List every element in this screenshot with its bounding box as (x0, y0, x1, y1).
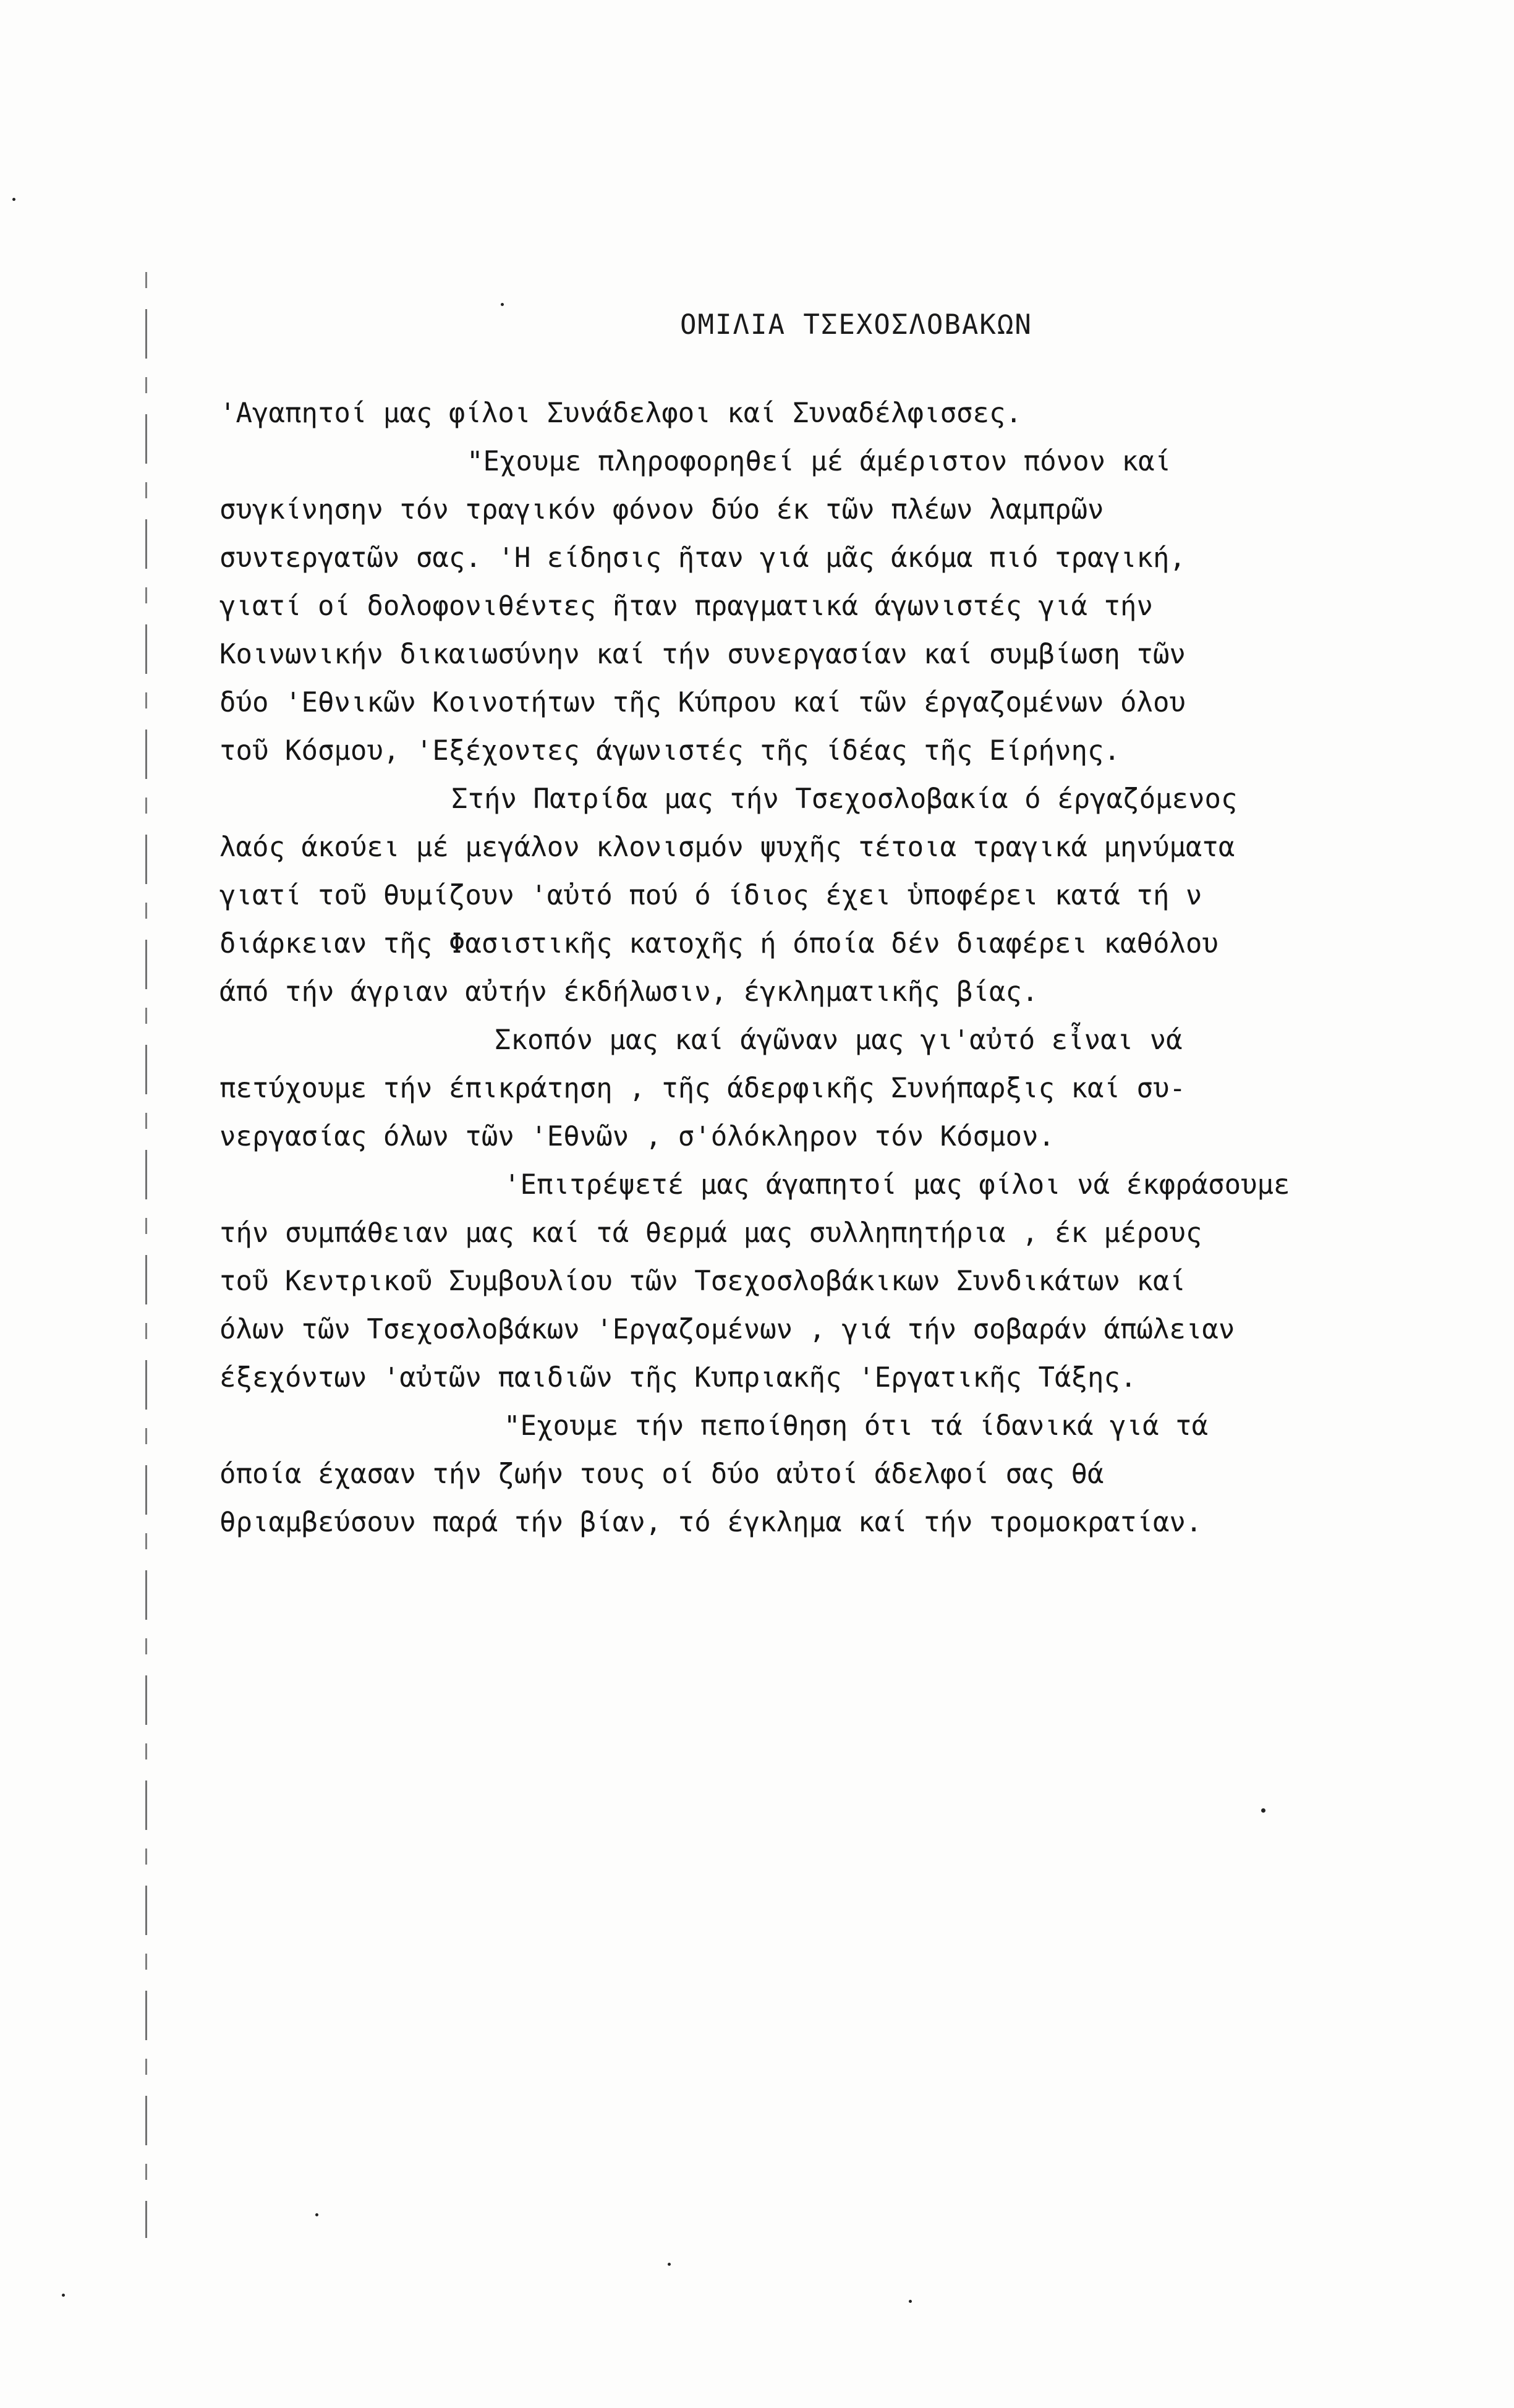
text-line: δύο 'Εθνικῶν Κοινοτήτων τῆς Κύπρου καί τῶν έργαζομένων όλου (219, 687, 1186, 718)
text-line: λαός άκούει μέ μεγάλον κλονισμόν ψυχῆς τέτοια τραγικά μηνύματα (219, 832, 1235, 863)
text-line: 'Αγαπητοί μας φίλοι Συνάδελφοι καί Συναδέλφισσες. (219, 398, 1023, 429)
text-line: γιατί τοῦ θυμίζουν 'αὐτό πού ό ίδιος έχει ὑποφέρει κατά τή ν (219, 880, 1202, 911)
text-line: τήν συμπάθειαν μας καί τά θερμά μας συλληπητήρια , έκ μέρους (219, 1217, 1202, 1249)
text-line: "Εχουμε πληροφορηθεί μέ άμέριστον πόνον καί (467, 446, 1172, 477)
text-line: Κοινωνικήν δικαιωσύνην καί τήν συνεργασίαν καί συμβίωση τῶν (219, 639, 1186, 670)
text-line: Σκοπόν μας καί άγῶναν μας γι'αὐτό εἶναι νά (495, 1024, 1183, 1056)
text-line: 'Επιτρέψετέ μας άγαπητοί μας φίλοι νά έκφράσουμε (504, 1169, 1290, 1201)
text-line: γιατί οί δολοφονιθέντες ῆταν πραγματικά άγωνιστές γιά τήν (219, 590, 1153, 622)
text-line: όλων τῶν Τσεχοσλοβάκων 'Εργαζομένων , γιά τήν σοβαράν άπώλειαν (219, 1314, 1235, 1345)
text-line: θριαμβεύσουν παρά τήν βίαν, τό έγκλημα καί τήν τρομοκρατίαν. (219, 1507, 1202, 1538)
text-line: άπό τήν άγριαν αὐτήν έκδήλωσιν, έγκληματικῆς βίας. (219, 976, 1039, 1008)
text-line: συντεργατῶν σας. 'Η είδησις ῆταν γιά μᾶς άκόμα πιό τραγική, (219, 542, 1186, 574)
scan-speck (909, 2300, 912, 2303)
scan-speck (12, 198, 15, 201)
text-line: όποία έχασαν τήν ζωήν τους οί δύο αὐτοί άδελφοί σας θά (219, 1458, 1104, 1490)
text-line: συγκίνησην τόν τραγικόν φόνον δύο έκ τῶν πλέων λαμπρῶν (219, 494, 1104, 525)
margin-rule (145, 272, 147, 2238)
scan-speck (62, 2294, 65, 2297)
text-line: έξεχόντων 'αὐτῶν παιδιῶν τῆς Κυπριακῆς 'Εργατικῆς Τάξης. (219, 1362, 1137, 1393)
document-body (219, 389, 1394, 1547)
text-line: πετύχουμε τήν έπικράτηση , τῆς άδερφικῆς Συνήπαρξις καί συ- (219, 1073, 1186, 1104)
scan-speck (315, 2213, 318, 2216)
scan-speck (668, 2263, 671, 2266)
scan-speck (501, 303, 504, 306)
text-line: "Εχουμε τήν πεποίθηση ότι τά ίδανικά γιά τά (504, 1410, 1209, 1442)
text-line: τοῦ Κόσμου, 'Εξέχοντες άγωνιστές τῆς ίδέας τῆς Είρήνης. (219, 735, 1120, 767)
text-line: τοῦ Κεντρικοῦ Συμβουλίου τῶν Τσεχοσλοβάκικων Συνδικάτων καί (219, 1266, 1186, 1297)
text-line: νεργασίας όλων τῶν 'Εθνῶν , σ'όλόκληρον τόν Κόσμον. (219, 1121, 1055, 1152)
scan-speck (1261, 1808, 1265, 1813)
text-line: Στήν Πατρίδα μας τήν Τσεχοσλοβακία ό έργαζόμενος (451, 783, 1238, 815)
text-line: διάρκειαν τῆς Φασιστικῆς κατοχῆς ή όποία δέν διαφέρει καθόλου (219, 928, 1218, 959)
document-title: ΟΜΙΛΙΑ ΤΣΕΧΟΣΛΟΒΑΚΩΝ (680, 309, 1032, 341)
